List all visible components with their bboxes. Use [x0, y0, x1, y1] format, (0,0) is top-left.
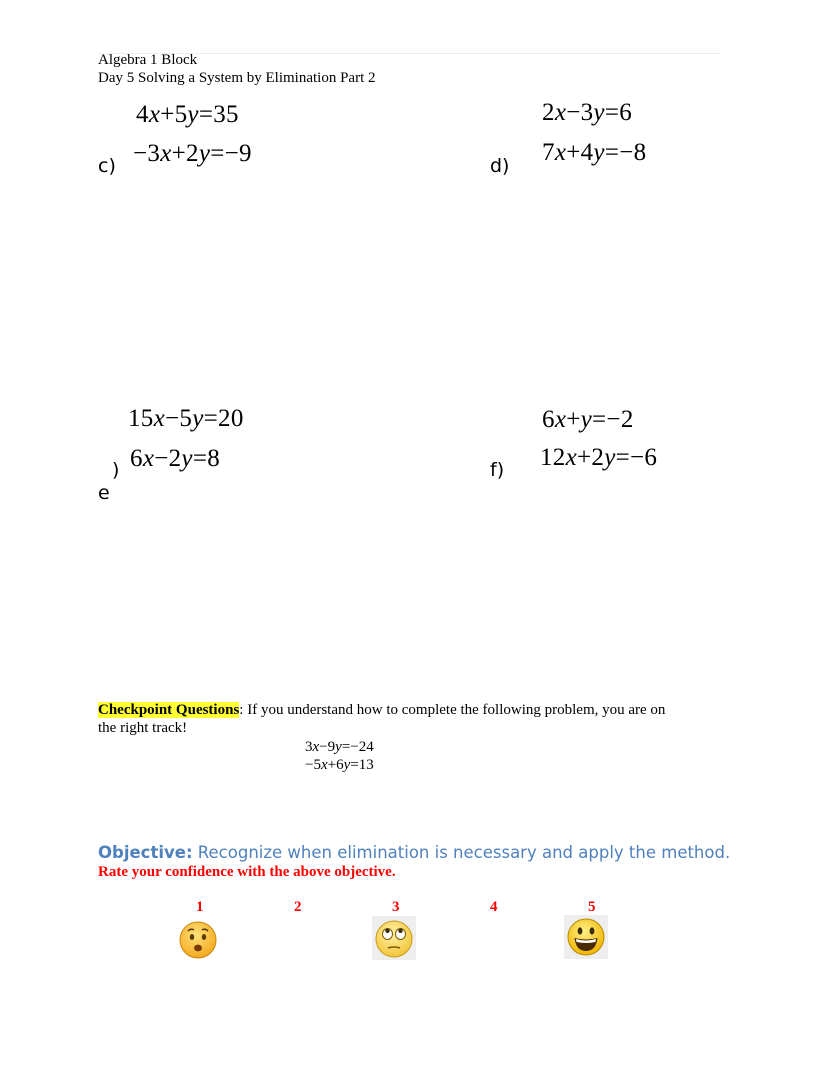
- objective-text: Recognize when elimination is necessary and apply the method.: [192, 843, 731, 862]
- course-title: Algebra 1 Block: [98, 52, 198, 68]
- rating-prompt: Rate your confidence with the above objective.: [98, 864, 396, 880]
- rating-5: 5: [588, 899, 596, 915]
- checkpoint-text-1: : If you understand how to complete the following problem, you are on: [239, 702, 666, 718]
- problem-f-eq1: 6x+y=−2: [542, 406, 634, 433]
- rating-4: 4: [490, 899, 498, 915]
- checkpoint-eq1: 3x−9y=−24: [305, 739, 374, 755]
- lesson-title: Day 5 Solving a System by Elimination Part 2: [98, 70, 376, 86]
- problem-d-label: d): [490, 155, 510, 177]
- problem-d-eq1: 2x−3y=6: [542, 99, 633, 126]
- rating-3: 3: [392, 899, 400, 915]
- problem-f-label: f): [490, 459, 505, 481]
- problem-e-label-paren: ): [112, 459, 120, 481]
- problem-e-eq2: 6x−2y=8: [130, 445, 221, 472]
- objective-line: [98, 843, 730, 862]
- problem-f-eq2: 12x+2y=−6: [540, 444, 658, 471]
- checkpoint-heading: Checkpoint Questions: [98, 702, 240, 718]
- checkpoint-eq2: −5x+6y=13: [305, 757, 374, 773]
- problem-e-label-letter: e: [98, 482, 110, 504]
- checkpoint-text-2: the right track!: [98, 720, 188, 736]
- checkpoint-line1: [98, 701, 665, 719]
- eye-roll-face-icon[interactable]: [372, 916, 416, 960]
- grinning-face-icon[interactable]: [564, 915, 608, 959]
- problem-c-label: c): [98, 155, 116, 177]
- header-rule: [98, 53, 720, 54]
- problem-e-eq1: 15x−5y=20: [128, 405, 244, 432]
- rating-1: 1: [196, 899, 204, 915]
- problem-c-eq1: 4x+5y=35: [136, 101, 239, 128]
- rating-2: 2: [294, 899, 302, 915]
- worried-face-icon[interactable]: [176, 918, 220, 962]
- problem-d-eq2: 7x+4y=−8: [542, 139, 647, 166]
- problem-c-eq2: −3x+2y=−9: [133, 140, 252, 167]
- objective-label: Objective:: [98, 843, 193, 862]
